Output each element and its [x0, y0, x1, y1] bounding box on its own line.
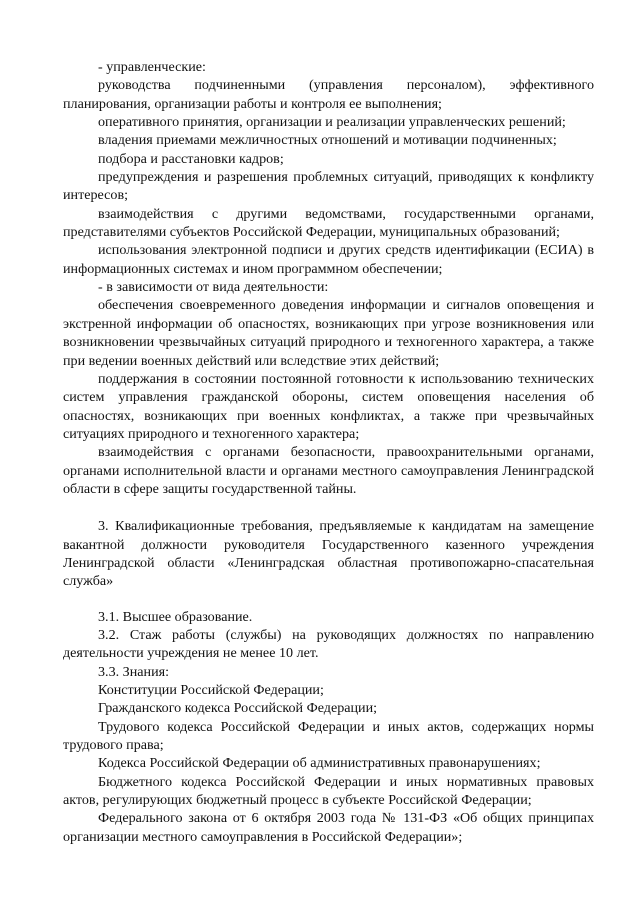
paragraph-managerial-heading: - управленческие:: [98, 59, 206, 75]
knowledge-item: Кодекса Российской Федерации об административных правонарушениях;: [98, 755, 541, 772]
paragraph-skill: владения приемами межличностных отношений и мотивации подчиненных;: [98, 132, 557, 149]
paragraph-skill: поддержания в состоянии постоянной готовности к использованию технических систем управления гражданской обороны, систем оповещения населения об опасностях, возникающих при военных конфликтах, а также при чрезвычайных ситуациях природного и техногенного характера;: [63, 370, 594, 442]
knowledge-item: Бюджетного кодекса Российской Федерации и иных нормативных правовых актов, регулирующих бюджетный процесс в субъекте Российской Федерации;: [63, 773, 594, 809]
paragraph-skill: обеспечения своевременного доведения информации и сигналов оповещения и экстренной информации об опасностях, возникающих при угрозе возникновения или возникновении чрезвычайных ситуаций природного и техногенного характера, а также при ведении военных действий или вследствие этих действий;: [63, 297, 594, 369]
document-page: [63, 58, 594, 846]
requirement-education: 3.1. Высшее образование.: [98, 608, 253, 625]
paragraph-skill: взаимодействия с другими ведомствами, государственными органами, представителями субъектов Российской Федерации, муниципальных образований;: [63, 205, 594, 241]
paragraph-skill: оперативного принятия, организации и реализации управленческих решений;: [98, 114, 566, 131]
section-gap: [63, 498, 594, 517]
knowledge-item: Гражданского кодекса Российской Федерации;: [98, 700, 378, 717]
paragraph-skill: предупреждения и разрешения проблемных ситуаций, приводящих к конфликту интересов;: [63, 169, 594, 204]
paragraph-activity-heading: - в зависимости от вида деятельности:: [98, 279, 329, 296]
paragraph-skill: руководства подчиненными (управления персоналом), эффективного планирования, организации работы и контроля ее выполнения;: [63, 77, 594, 112]
knowledge-item: Конституции Российской Федерации;: [98, 682, 324, 698]
section3-heading: 3. Квалификационные требования, предъявляемые к кандидатам на замещение вакантной должности руководителя Государственного казенного учреждения Ленинградской области «Ленинградская областная противопожарно-спасательная служба»: [63, 518, 594, 590]
section-gap: [63, 591, 594, 608]
requirement-experience: 3.2. Стаж работы (службы) на руководящих должностях по направлению деятельности учреждения не менее 10 лет.: [63, 626, 594, 662]
paragraph-skill: подбора и расстановки кадров;: [98, 150, 284, 167]
knowledge-item: Трудового кодекса Российской Федерации и иных актов, содержащих нормы трудового права;: [63, 718, 594, 754]
paragraph-skill: использования электронной подписи и других средств идентификации (ЕСИА) в информационных системах и ином программном обеспечении;: [63, 242, 594, 277]
knowledge-item: Федерального закона от 6 октября 2003 года № 131-ФЗ «Об общих принципах организации местного самоуправления в Российской Федерации»;: [63, 810, 594, 845]
paragraph-skill: взаимодействия с органами безопасности, правоохранительными органами, органами исполнительной власти и органами местного самоуправления Ленинградской области в сфере защиты государственной тайны.: [63, 444, 594, 497]
requirement-knowledge-heading: 3.3. Знания:: [98, 663, 170, 680]
